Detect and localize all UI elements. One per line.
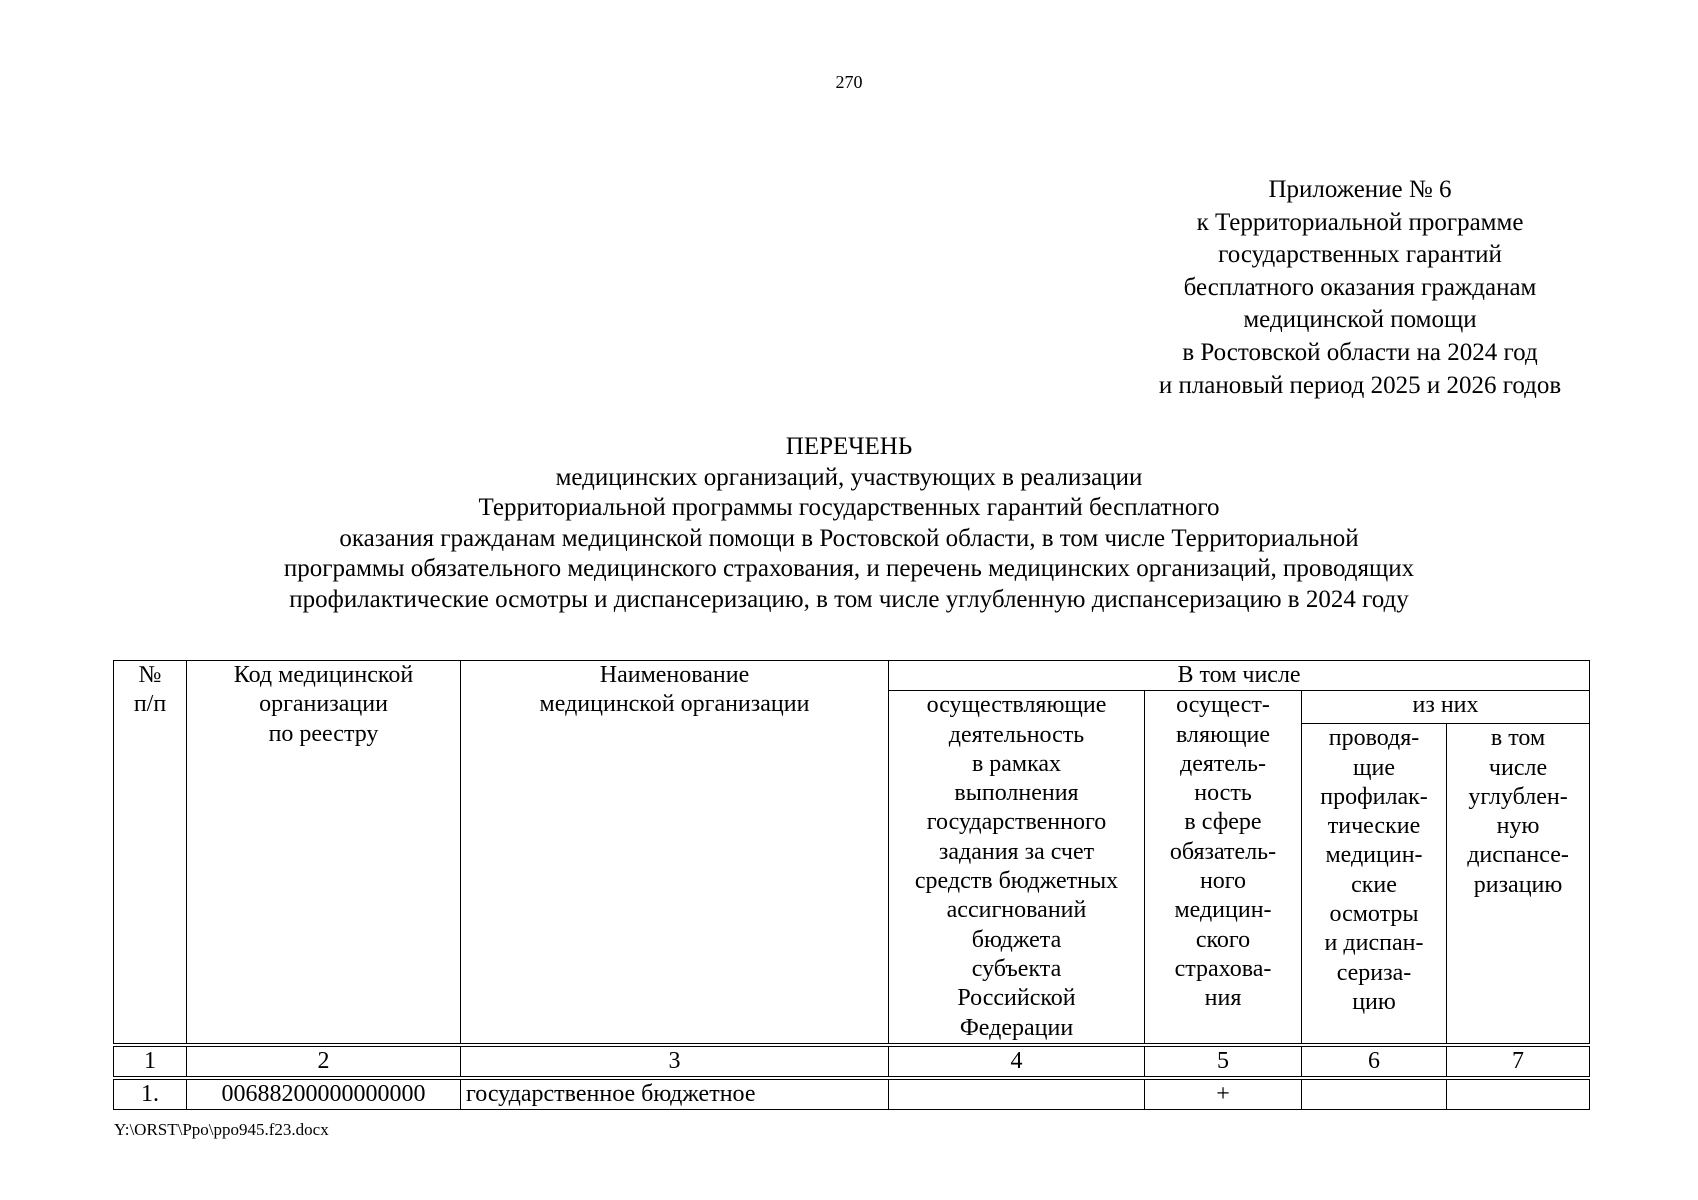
header-group: В том числе xyxy=(889,661,1590,691)
row-oms: + xyxy=(1145,1078,1302,1110)
title-line: медицинских организаций, участвующих в реализации xyxy=(555,463,1143,491)
header-line: ную xyxy=(1496,813,1540,840)
appendix-line: к Территориальной программе xyxy=(1196,208,1524,236)
row-number: 1. xyxy=(114,1078,187,1110)
column-number: 5 xyxy=(1145,1045,1302,1078)
header-line: бюджета xyxy=(971,926,1062,953)
header-line: ния xyxy=(1204,985,1242,1012)
header-line: ризацию xyxy=(1473,871,1563,898)
page-number: 270 xyxy=(835,72,863,92)
appendix-line: бесплатного оказания гражданам xyxy=(1183,273,1537,301)
header-line: профилак- xyxy=(1320,783,1428,810)
header-line: Федерации xyxy=(959,1014,1074,1041)
header-line: в том xyxy=(1490,725,1546,752)
appendix-line: медицинской помощи xyxy=(1243,306,1477,334)
row-prophylactic xyxy=(1302,1078,1447,1110)
header-line: сериза- xyxy=(1336,959,1412,986)
header-line: страхова- xyxy=(1174,955,1272,982)
header-line: ного xyxy=(1199,868,1247,895)
appendix-line: Приложение № 6 xyxy=(1268,176,1452,203)
header-line: осущест- xyxy=(1176,692,1270,719)
table-row xyxy=(114,1078,1590,1110)
header-line: обязатель- xyxy=(1169,838,1277,865)
header-name xyxy=(461,661,889,1045)
header-oms xyxy=(1145,691,1302,1045)
header-line: углублен- xyxy=(1468,783,1568,810)
column-number: 4 xyxy=(889,1045,1145,1078)
title-line: профилактические осмотры и диспансеризацию, в том числе углубленную диспансеризацию в 2024 году xyxy=(289,585,1409,613)
row-budget xyxy=(889,1078,1145,1110)
column-number: 6 xyxy=(1302,1045,1447,1078)
footer-file-path: Y:\ORST\Ppo\ppo945.f23.docx xyxy=(114,1120,329,1139)
header-line: цию xyxy=(1352,988,1396,1015)
column-number: 7 xyxy=(1447,1045,1590,1078)
header-line: средств бюджетных xyxy=(914,868,1119,895)
header-line: тические xyxy=(1327,813,1421,840)
header-line: осуществляющие xyxy=(926,692,1107,719)
appendix-line: в Ростовской области на 2024 год xyxy=(1182,338,1538,366)
header-line: субъекта xyxy=(971,955,1062,982)
header-code xyxy=(187,661,461,1045)
header-line: в сфере xyxy=(1184,809,1262,836)
header-line: Код медицинской xyxy=(233,662,414,688)
column-number: 2 xyxy=(187,1045,461,1078)
header-line: медицинской организации xyxy=(539,691,810,718)
header-line: по реестру xyxy=(268,720,379,747)
header-line: в рамках xyxy=(971,750,1062,777)
header-number xyxy=(114,661,187,1045)
header-line: вляющие xyxy=(1176,721,1270,748)
header-line: п/п xyxy=(133,691,167,718)
header-line: числе xyxy=(1488,754,1548,781)
header-line: Наименование xyxy=(599,662,750,688)
row-code: 00688200000000000 xyxy=(187,1078,461,1110)
column-numbers-row xyxy=(114,1045,1590,1078)
title-heading: ПЕРЕЧЕНЬ xyxy=(785,433,913,460)
appendix-block xyxy=(1090,174,1630,402)
title-line: программы обязательного медицинского страхования, и перечень медицинских организаций, проводящих xyxy=(283,555,1415,582)
header-line: организации xyxy=(259,691,388,718)
header-line: ность xyxy=(1194,780,1252,807)
header-deep-dispensary xyxy=(1447,724,1590,1045)
header-line: проводя- xyxy=(1328,725,1420,752)
header-row xyxy=(114,661,1590,691)
row-deep-dispensary xyxy=(1447,1078,1590,1110)
header-line: выполнения xyxy=(954,780,1079,807)
header-line: задания за счет xyxy=(938,838,1095,865)
column-number: 3 xyxy=(461,1045,889,1078)
header-line: Российской xyxy=(957,985,1076,1012)
header-prophylactic xyxy=(1302,724,1447,1045)
title-line: Территориальной программы государственных гарантий бесплатного xyxy=(478,494,1220,521)
appendix-line: и плановый период 2025 и 2026 годов xyxy=(1158,371,1562,399)
header-line: осмотры xyxy=(1329,901,1419,927)
header-line: диспансе- xyxy=(1467,842,1569,869)
header-subgroup: из них xyxy=(1302,691,1590,724)
header-line: деятель- xyxy=(1180,750,1266,777)
document-title xyxy=(0,432,1698,615)
header-line: деятельность xyxy=(948,721,1085,748)
header-line: государственного xyxy=(926,809,1107,836)
appendix-line: государственных гарантий xyxy=(1218,241,1502,269)
header-line: ские xyxy=(1351,871,1397,898)
header-line: щие xyxy=(1353,754,1395,781)
header-line: медицин- xyxy=(1325,842,1423,869)
header-line: медицин- xyxy=(1174,897,1272,924)
header-budget xyxy=(889,691,1145,1045)
header-line: № xyxy=(138,662,162,688)
header-line: и диспан- xyxy=(1324,930,1424,957)
organizations-table xyxy=(113,660,1590,1110)
title-line: оказания гражданам медицинской помощи в Ростовской области, в том числе Территориальной xyxy=(339,524,1359,552)
header-line: ского xyxy=(1195,926,1251,953)
column-number: 1 xyxy=(114,1045,187,1078)
row-name: государственное бюджетное xyxy=(461,1078,889,1110)
header-line: ассигнований xyxy=(946,897,1087,924)
